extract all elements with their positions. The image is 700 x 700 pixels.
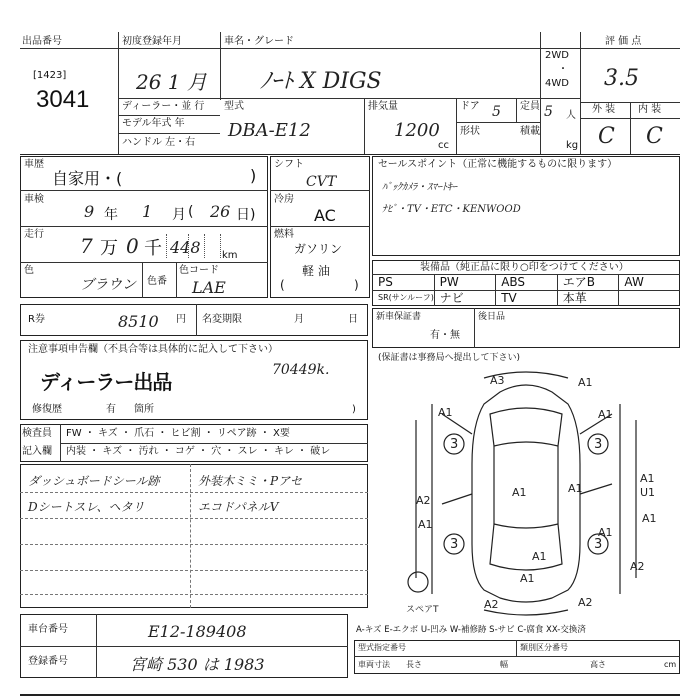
fuel-option: 軽 油 — [302, 264, 330, 278]
comment-2: 外装木ミミ・Pアセ — [198, 474, 302, 488]
mark-a1-rear-2: A1 — [532, 550, 547, 563]
equipment-divider — [618, 274, 619, 290]
shift-label: シフト — [274, 159, 304, 170]
cooling-value: AC — [314, 206, 336, 225]
equipment-item: AW — [624, 275, 644, 289]
inspector-label-2: 記入欄 — [22, 446, 52, 457]
equipment-item: 本革 — [562, 291, 587, 305]
score-vline — [630, 102, 631, 154]
mark-a2-right: A2 — [630, 560, 645, 573]
legend-length: 長さ — [406, 660, 422, 669]
mark-a1-right-3: A1 — [642, 512, 657, 525]
mileage-note: 70449k. — [272, 362, 330, 378]
cooling-label: 冷房 — [274, 194, 294, 205]
recycle-vline — [196, 304, 197, 336]
lot-sub: [1423] — [33, 70, 67, 81]
mileage-unit: km — [222, 250, 238, 261]
header-vline-4 — [580, 32, 581, 154]
eq-divider-2 — [372, 290, 680, 291]
vi-vline-1 — [142, 262, 143, 298]
capacity-unit: 人 — [566, 110, 576, 121]
sales-points-line2: ﾅﾋﾞ・TV・ETC・KENWOOD — [382, 204, 521, 215]
chassis-vline — [96, 614, 97, 678]
vi-divider-3 — [20, 262, 268, 263]
comments-line-4 — [20, 570, 368, 571]
dealer-label: ディーラー・並 行 — [122, 101, 205, 112]
load-label: 積載 — [520, 126, 540, 137]
repair-value: 有 — [106, 404, 116, 415]
vi-divider-1 — [20, 190, 268, 191]
shift-value: CVT — [306, 174, 337, 190]
mark-a2-rear-right: A2 — [578, 596, 593, 609]
chassis-value: E12-189408 — [148, 622, 247, 641]
spec-vline-3 — [516, 98, 517, 122]
equipment-item: ABS — [501, 275, 526, 289]
mark-a1-center-right: A1 — [568, 482, 583, 495]
first-reg-label: 初度登録年月 — [122, 36, 182, 47]
mark-a1-front-right: A1 — [578, 376, 593, 389]
name-grade-value: ﾉｰﾄ X DIGS — [260, 69, 382, 94]
mark-a1-center: A1 — [512, 486, 527, 499]
dealer-stamp: ディーラー出品 — [40, 370, 172, 394]
later-items-label: 後日品 — [478, 312, 506, 322]
equipment-item: PS — [378, 275, 393, 289]
mark-a2-left: A2 — [416, 494, 431, 507]
warranty-note: (保証書は事務局へ提出して下さい) — [378, 353, 521, 363]
equipment-item: TV — [501, 291, 517, 305]
doors-value: 5 — [492, 104, 501, 120]
mileage-tick-3 — [204, 234, 205, 258]
displacement-value: 1200 — [394, 120, 440, 141]
interior-value: C — [646, 124, 663, 149]
interior-label: 内 装 — [638, 104, 662, 115]
vi-divider-2 — [20, 226, 268, 227]
legend-vline — [516, 640, 517, 656]
load-unit: kg — [566, 140, 579, 151]
equipment-divider — [618, 290, 619, 306]
header-vline-1 — [118, 32, 119, 154]
inspection-label: 車検 — [24, 194, 44, 205]
inspector-divider — [60, 443, 368, 444]
damage-diagram — [372, 364, 680, 620]
mileage-tick-1 — [166, 234, 167, 258]
fuel-paren-close: ) — [354, 278, 359, 292]
drive-2wd: 2WD — [545, 50, 569, 61]
comments-line-5 — [20, 594, 368, 595]
inspector-row-2: 内装 ・ キズ ・ 汚れ ・ コゲ ・ 穴 ・ スレ ・ キレ ・ 破レ — [66, 446, 331, 457]
legend-unit: cm — [664, 660, 677, 669]
chassis-label: 車台番号 — [28, 624, 68, 635]
equipment-title: 装備品（純正品に限り○印をつけてください） — [420, 262, 629, 273]
notes-title: 注意事項申告欄（不具合等は具体的に記入して下さい） — [28, 344, 278, 355]
chassis-divider — [20, 646, 348, 647]
recycle-label: R券 — [28, 314, 45, 325]
reg-value: 宮崎 530 は 1983 — [130, 655, 265, 674]
warranty-vline — [474, 308, 475, 348]
repair-place: 箇所 — [134, 404, 154, 415]
equipment-divider — [495, 274, 496, 290]
mileage-man-unit: 万 — [100, 238, 118, 259]
mark-u1-right: U1 — [640, 486, 656, 499]
legend-size: 車両寸法 — [358, 660, 390, 669]
mark-a1-right-4: A1 — [598, 526, 613, 539]
capacity-value: 5 — [544, 104, 553, 120]
header-vline-3 — [540, 32, 541, 154]
legend-height: 高さ — [590, 660, 606, 669]
drive-4wd: 4WD — [545, 78, 569, 89]
reg-label: 登録番号 — [28, 656, 68, 667]
comments-line-1 — [20, 492, 368, 493]
comments-line-3 — [20, 544, 368, 545]
warranty-value: 有・無 — [430, 330, 460, 341]
name-change-month: 月 — [294, 314, 304, 325]
fuel-label: 燃料 — [274, 229, 294, 240]
lot-number: 3041 — [36, 86, 90, 113]
score-value: 3.5 — [604, 66, 639, 91]
inspection-year-unit: 年 — [104, 207, 118, 223]
fuel-value: ガソリン — [294, 242, 343, 256]
legend-1: A-キズ E-エクボ U-凹み W-補修跡 S-サビ C-腐食 XX-交換済 — [356, 625, 586, 635]
comment-4: エコドパネルV — [198, 500, 279, 514]
mileage-label: 走行 — [24, 229, 44, 240]
mark-a1-rear: A1 — [520, 572, 535, 585]
vi-vline-2 — [176, 262, 177, 298]
mark-a1-right-1: A1 — [598, 408, 613, 421]
equipment-item: SR(サンルーフ) — [378, 293, 434, 302]
equipment-item: エアB — [562, 275, 596, 289]
spec-vline-2 — [456, 98, 457, 154]
inspection-year: 9 — [84, 202, 95, 221]
capacity-label: 定員 — [520, 101, 540, 112]
inspection-day-open: ( — [188, 204, 194, 220]
history-label: 車歴 — [24, 159, 44, 170]
exterior-value: C — [598, 124, 615, 149]
inspector-row-1: FW ・ キズ ・ 爪石 ・ ヒビ割 ・ リペア跡 ・ X要 — [66, 428, 290, 439]
inspection-day-unit: 日) — [236, 207, 256, 223]
type-label: 型式 — [224, 101, 244, 112]
displacement-label: 排気量 — [368, 101, 398, 112]
mark-a1-left-1: A1 — [438, 406, 453, 419]
color-value: ブラウン — [80, 277, 136, 293]
color-code-value: LAE — [192, 278, 226, 297]
legend-divider — [354, 656, 680, 657]
header-divider-2 — [118, 98, 580, 99]
mark-a1-right-2: A1 — [640, 472, 655, 485]
equipment-divider — [434, 290, 435, 306]
fuel-paren-open: ( — [280, 278, 285, 292]
inspection-day: 26 — [210, 202, 231, 221]
equipment-item: ナビ — [439, 291, 464, 305]
equipment-divider — [434, 274, 435, 290]
mark-3-left-front: 3 — [450, 437, 459, 452]
spec-divider-2 — [118, 133, 220, 134]
score-label: 評 価 点 — [605, 36, 642, 47]
recycle-unit: 円 — [176, 314, 186, 325]
spec-vline-1 — [364, 98, 365, 154]
doors-label: ドア — [460, 101, 480, 112]
mileage-tick-2 — [188, 234, 189, 258]
header-bottom — [20, 154, 680, 155]
mileage-tick-4 — [220, 234, 221, 258]
recycle-box — [20, 304, 368, 336]
legend-class: 類別区分番号 — [520, 643, 568, 652]
equipment-divider — [495, 290, 496, 306]
type-value: DBA-E12 — [228, 120, 311, 141]
equipment-divider — [557, 274, 558, 290]
dt-divider-1 — [270, 190, 370, 191]
mark-a1-left-2: A1 — [418, 518, 433, 531]
color-code-label: 色番 — [147, 276, 167, 287]
mileage-sen-unit: 千 — [144, 238, 162, 259]
mark-3-right-rear: 3 — [594, 537, 603, 552]
inspection-month-unit: 月 — [172, 207, 186, 223]
mileage-man: 7 — [80, 234, 93, 258]
exterior-label: 外 装 — [592, 104, 616, 115]
recycle-value: 8510 — [118, 312, 159, 331]
name-change-label: 名変期限 — [202, 314, 242, 325]
dt-divider-2 — [270, 226, 370, 227]
lot-label: 出品番号 — [22, 36, 62, 47]
comments-vline — [190, 464, 191, 608]
equipment-item: PW — [439, 275, 459, 289]
name-change-day: 日 — [348, 314, 358, 325]
comment-3: Dシートスレ、ヘタリ — [28, 500, 145, 514]
name-grade-label: 車名・グレード — [224, 36, 294, 47]
legend-width: 幅 — [500, 660, 508, 669]
spec-divider-3 — [456, 122, 540, 123]
model-year-label: モデル年式 年 — [122, 118, 185, 129]
repair-close: ) — [352, 404, 356, 415]
comment-1: ダッシュボードシール跡 — [28, 474, 160, 488]
bottom-edge — [20, 694, 680, 696]
sales-points-line1: ﾊﾞｯｸｶﾒﾗ・ｽﾏｰﾄｷｰ — [382, 182, 457, 193]
header-divider — [20, 48, 680, 49]
legend-type: 型式指定番号 — [358, 643, 406, 652]
inspector-label-1: 検査員 — [22, 428, 52, 439]
shape-label: 形状 — [460, 126, 480, 137]
mileage-sen: 0 — [126, 234, 139, 258]
history-close: ) — [250, 166, 257, 185]
first-reg-value: 26 1 月 — [136, 70, 207, 94]
displacement-unit: cc — [438, 140, 449, 151]
mark-3-left-rear: 3 — [450, 537, 459, 552]
mileage-rest: 448 — [170, 238, 201, 257]
spare-label: スペアT — [406, 605, 439, 615]
handle-label: ハンドル 左・右 — [122, 137, 196, 148]
inspection-month: 1 — [142, 202, 153, 221]
equipment-divider — [557, 290, 558, 306]
header-vline-2 — [220, 32, 221, 100]
comments-line-2 — [20, 518, 368, 519]
mark-a2-rear: A2 — [484, 598, 499, 611]
color-label: 色 — [24, 265, 34, 276]
warranty-label: 新車保証書 — [376, 312, 422, 322]
mark-a3-front: A3 — [490, 374, 505, 387]
history-value: 自家用・( — [52, 169, 123, 188]
color-code2-label: 色コード — [179, 265, 219, 276]
repair-label: 修復歴 — [32, 404, 62, 415]
score-divider-2 — [580, 118, 680, 119]
spec-divider-1 — [118, 115, 220, 116]
mark-3-right-front: 3 — [594, 437, 603, 452]
sales-points-title: セールスポイント（正常に機能するものに限ります） — [378, 159, 618, 170]
